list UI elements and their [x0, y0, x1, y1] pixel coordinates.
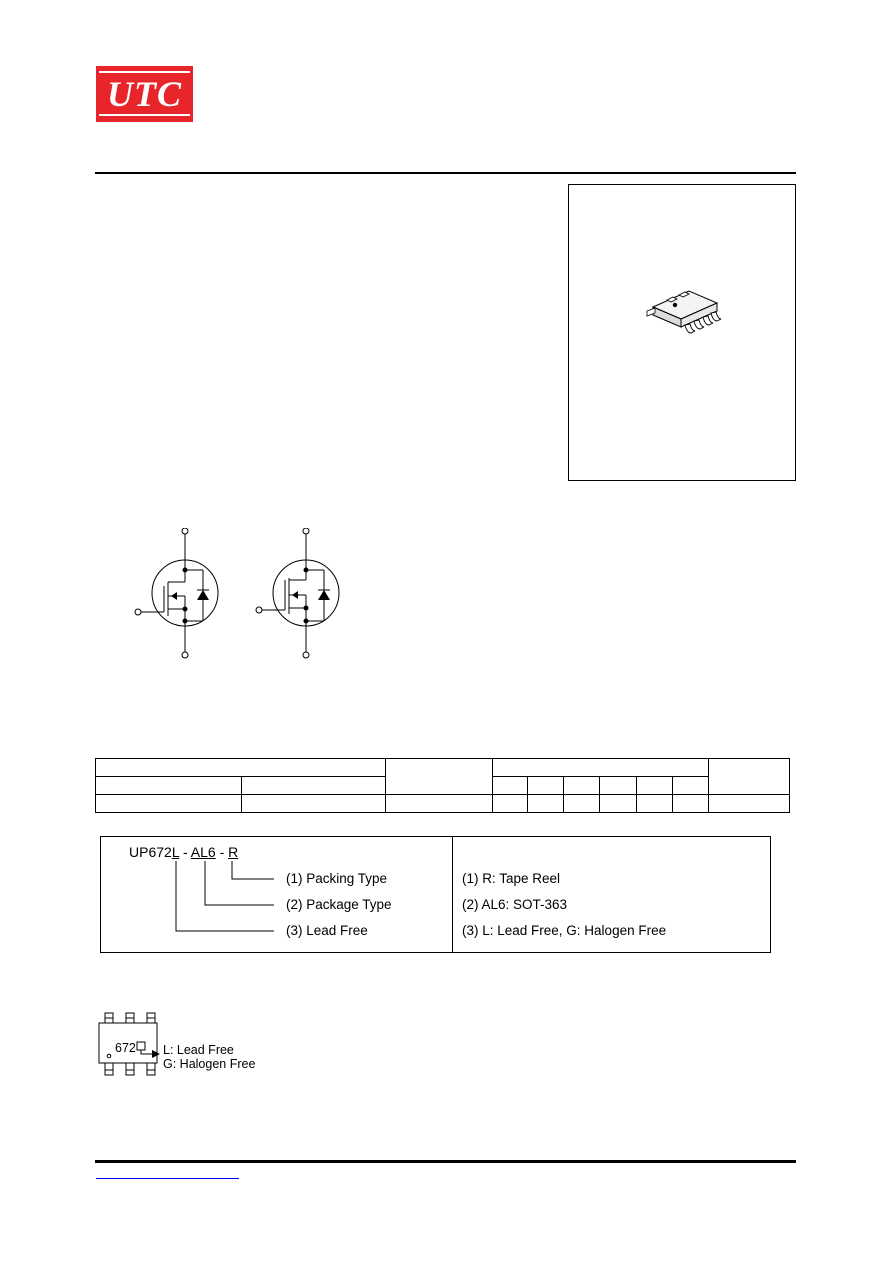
value-packing-type: (1) R: Tape Reel — [462, 871, 561, 886]
package-image-box — [568, 184, 796, 481]
mosfet-symbol-1 — [130, 528, 230, 663]
table-subheader-cell — [242, 777, 386, 795]
field-packing: R — [228, 844, 239, 860]
separator: - — [215, 844, 229, 860]
table-subheader-cell — [600, 777, 636, 795]
value-lead-free: (3) L: Lead Free, G: Halogen Free — [462, 923, 667, 938]
mosfet-symbol-2 — [251, 528, 351, 663]
ordering-code-box — [100, 836, 771, 953]
table-cell — [528, 795, 564, 813]
table-cell — [672, 795, 708, 813]
table-cell — [600, 795, 636, 813]
marking-code: 672 — [115, 1041, 136, 1055]
table-cell — [709, 795, 790, 813]
sot-363-package-icon — [639, 285, 729, 345]
marking-legend-halogen-free: G: Halogen Free — [163, 1057, 256, 1071]
code-connector-lines — [101, 837, 451, 952]
ordering-info-table — [95, 758, 790, 813]
field-lead-free: L — [171, 844, 180, 860]
table-header-cell — [96, 759, 386, 777]
table-row — [96, 795, 790, 813]
value-package-type: (2) AL6: SOT-363 — [462, 897, 568, 912]
table-subheader-cell — [493, 777, 528, 795]
table-subheader-cell — [528, 777, 564, 795]
header-rule — [95, 172, 796, 174]
label-package-type: (2) Package Type — [286, 897, 392, 912]
table-cell — [96, 795, 242, 813]
footer-rule — [95, 1160, 796, 1163]
field-package: AL6 — [190, 844, 216, 860]
table-subheader-cell — [564, 777, 600, 795]
table-cell — [564, 795, 600, 813]
table-header-cell — [493, 759, 709, 777]
marking-legend-lead-free: L: Lead Free — [163, 1043, 234, 1057]
table-subheader-cell — [96, 777, 242, 795]
part-prefix: UP672 — [129, 844, 172, 860]
codebox-divider — [452, 837, 453, 952]
separator: - — [179, 844, 191, 860]
logo-text: UTC — [107, 73, 182, 114]
label-lead-free: (3) Lead Free — [286, 923, 368, 938]
utc-logo — [96, 66, 193, 122]
table-subheader-cell — [672, 777, 708, 795]
table-subheader-cell — [636, 777, 672, 795]
table-cell — [636, 795, 672, 813]
table-header-cell — [709, 759, 790, 795]
table-cell — [242, 795, 386, 813]
label-packing-type: (1) Packing Type — [286, 871, 388, 886]
table-header-cell — [386, 759, 493, 795]
website-link-underline[interactable] — [96, 1178, 239, 1179]
table-cell — [493, 795, 528, 813]
table-cell — [386, 795, 493, 813]
